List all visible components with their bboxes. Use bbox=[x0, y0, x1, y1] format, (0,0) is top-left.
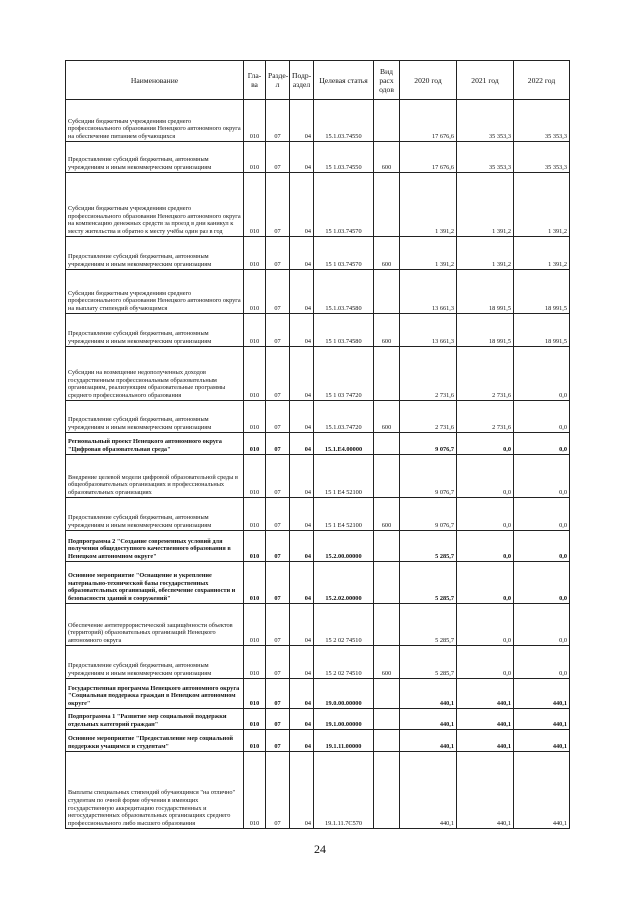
row-vid-cell bbox=[374, 752, 400, 829]
row-2021-cell: 0,0 bbox=[457, 433, 514, 455]
row-2022-cell: 0,0 bbox=[514, 401, 570, 433]
row-razdel-cell: 07 bbox=[266, 433, 290, 455]
row-razdel-cell: 07 bbox=[266, 270, 290, 314]
header-podrazdel: Подраздел bbox=[290, 61, 314, 100]
row-2020-cell: 5 285,7 bbox=[400, 646, 457, 679]
row-podrazdel-cell: 04 bbox=[290, 173, 314, 237]
table-row bbox=[66, 401, 570, 433]
table-row bbox=[66, 730, 570, 752]
row-2021-cell: 0,0 bbox=[457, 562, 514, 604]
header-2022: 2022 год bbox=[514, 61, 570, 100]
row-2022-cell: 0,0 bbox=[514, 498, 570, 531]
row-razdel-cell: 07 bbox=[266, 709, 290, 730]
row-glava-cell: 010 bbox=[244, 531, 266, 562]
row-podrazdel-cell: 04 bbox=[290, 604, 314, 646]
row-2021-cell: 0,0 bbox=[457, 646, 514, 679]
row-target-cell: 19.1.11.7С570 bbox=[314, 752, 374, 829]
row-2021-cell: 0,0 bbox=[457, 531, 514, 562]
row-target-cell: 19.0.00.00000 bbox=[314, 679, 374, 709]
row-2022-cell: 0,0 bbox=[514, 433, 570, 455]
row-name-cell: Предоставление субсидий бюджетным, автономным учреждениям и иным некоммерческим организациям bbox=[66, 314, 244, 347]
row-podrazdel-cell: 04 bbox=[290, 433, 314, 455]
row-razdel-cell: 07 bbox=[266, 455, 290, 498]
row-razdel-cell: 07 bbox=[266, 401, 290, 433]
row-podrazdel-cell: 04 bbox=[290, 679, 314, 709]
table-row bbox=[66, 270, 570, 314]
table-row bbox=[66, 604, 570, 646]
row-2022-cell: 0,0 bbox=[514, 604, 570, 646]
row-razdel-cell: 07 bbox=[266, 142, 290, 173]
row-2022-cell: 440,1 bbox=[514, 730, 570, 752]
table-row bbox=[66, 752, 570, 829]
row-podrazdel-cell: 04 bbox=[290, 498, 314, 531]
row-vid-cell bbox=[374, 562, 400, 604]
row-2020-cell: 440,1 bbox=[400, 679, 457, 709]
row-razdel-cell: 07 bbox=[266, 604, 290, 646]
row-vid-cell bbox=[374, 709, 400, 730]
page-number: 24 bbox=[314, 842, 326, 856]
row-2022-cell: 1 391,2 bbox=[514, 237, 570, 270]
table-row bbox=[66, 646, 570, 679]
row-name-cell: Субсидии бюджетным учреждениям среднего профессионального образования Ненецкого автономного округа на компенсацию денежных средств за проезд в дни каникул к месту жительства и обратно к месту учёбы один раз в год bbox=[66, 173, 244, 237]
row-2020-cell: 1 391,2 bbox=[400, 237, 457, 270]
row-2022-cell: 18 991,5 bbox=[514, 314, 570, 347]
row-glava-cell: 010 bbox=[244, 709, 266, 730]
row-2021-cell: 2 731,6 bbox=[457, 401, 514, 433]
header-glava: Глава bbox=[244, 61, 266, 100]
row-glava-cell: 010 bbox=[244, 237, 266, 270]
row-2022-cell: 0,0 bbox=[514, 531, 570, 562]
row-target-cell: 19.1.11.00000 bbox=[314, 730, 374, 752]
row-2020-cell: 5 285,7 bbox=[400, 562, 457, 604]
row-razdel-cell: 07 bbox=[266, 752, 290, 829]
row-vid-cell: 600 bbox=[374, 401, 400, 433]
row-2021-cell: 440,1 bbox=[457, 709, 514, 730]
row-vid-cell: 600 bbox=[374, 314, 400, 347]
row-glava-cell: 010 bbox=[244, 498, 266, 531]
row-2021-cell: 440,1 bbox=[457, 679, 514, 709]
row-podrazdel-cell: 04 bbox=[290, 646, 314, 679]
row-name-cell: Основное мероприятие "Предоставление мер социальной поддержки учащимся и студентам" bbox=[66, 730, 244, 752]
row-vid-cell bbox=[374, 347, 400, 401]
row-podrazdel-cell: 04 bbox=[290, 730, 314, 752]
row-glava-cell: 010 bbox=[244, 347, 266, 401]
row-razdel-cell: 07 bbox=[266, 347, 290, 401]
row-podrazdel-cell: 04 bbox=[290, 401, 314, 433]
header-razdel: Раздел bbox=[266, 61, 290, 100]
row-razdel-cell: 07 bbox=[266, 100, 290, 142]
table-row bbox=[66, 709, 570, 730]
row-glava-cell: 010 bbox=[244, 455, 266, 498]
row-2020-cell: 9 076,7 bbox=[400, 455, 457, 498]
row-name-cell: Основное мероприятие "Оснащение и укрепление материально-технической базы государственных образовательных организаций, обеспечение сохранности и безопасности зданий и сооружений" bbox=[66, 562, 244, 604]
row-vid-cell bbox=[374, 531, 400, 562]
row-podrazdel-cell: 04 bbox=[290, 709, 314, 730]
row-podrazdel-cell: 04 bbox=[290, 142, 314, 173]
header-target: Целевая статья bbox=[314, 61, 374, 100]
row-podrazdel-cell: 04 bbox=[290, 237, 314, 270]
table-row bbox=[66, 498, 570, 531]
row-vid-cell bbox=[374, 679, 400, 709]
row-glava-cell: 010 bbox=[244, 100, 266, 142]
table-row bbox=[66, 142, 570, 173]
row-glava-cell: 010 bbox=[244, 401, 266, 433]
row-razdel-cell: 07 bbox=[266, 173, 290, 237]
row-glava-cell: 010 bbox=[244, 646, 266, 679]
row-2022-cell: 0,0 bbox=[514, 347, 570, 401]
row-vid-cell bbox=[374, 604, 400, 646]
row-podrazdel-cell: 04 bbox=[290, 562, 314, 604]
row-2022-cell: 440,1 bbox=[514, 679, 570, 709]
row-name-cell: Выплаты специальных стипендий обучающимся "на отлично" студентам по очной форме обучения в имеющих государственную аккредитацию государственных и негосударственных образовательных организациях среднего профессионального либо высшего образования bbox=[66, 752, 244, 829]
row-2020-cell: 440,1 bbox=[400, 709, 457, 730]
row-podrazdel-cell: 04 bbox=[290, 314, 314, 347]
row-razdel-cell: 07 bbox=[266, 646, 290, 679]
table-header-row bbox=[66, 61, 570, 100]
row-2021-cell: 18 991,5 bbox=[457, 314, 514, 347]
row-2022-cell: 0,0 bbox=[514, 562, 570, 604]
table-row bbox=[66, 100, 570, 142]
row-2021-cell: 440,1 bbox=[457, 730, 514, 752]
row-name-cell: Предоставление субсидий бюджетным, автономным учреждениям и иным некоммерческим организациям bbox=[66, 646, 244, 679]
row-vid-cell: 600 bbox=[374, 498, 400, 531]
row-razdel-cell: 07 bbox=[266, 562, 290, 604]
row-target-cell: 15 1.03.74570 bbox=[314, 173, 374, 237]
row-name-cell: Региональный проект Ненецкого автономного округа "Цифровая образовательная среда" bbox=[66, 433, 244, 455]
row-vid-cell bbox=[374, 100, 400, 142]
row-vid-cell bbox=[374, 270, 400, 314]
row-2020-cell: 440,1 bbox=[400, 752, 457, 829]
row-2021-cell: 1 391,2 bbox=[457, 237, 514, 270]
table-body bbox=[66, 100, 570, 829]
row-vid-cell bbox=[374, 455, 400, 498]
header-2021: 2021 год bbox=[457, 61, 514, 100]
row-2020-cell: 9 076,7 bbox=[400, 498, 457, 531]
row-2020-cell: 5 285,7 bbox=[400, 604, 457, 646]
row-podrazdel-cell: 04 bbox=[290, 531, 314, 562]
row-2022-cell: 35 353,3 bbox=[514, 142, 570, 173]
row-vid-cell: 600 bbox=[374, 237, 400, 270]
budget-table-sheet bbox=[65, 60, 569, 829]
row-2020-cell: 1 391,2 bbox=[400, 173, 457, 237]
row-vid-cell: 600 bbox=[374, 646, 400, 679]
row-2022-cell: 0,0 bbox=[514, 646, 570, 679]
table-row bbox=[66, 347, 570, 401]
row-razdel-cell: 07 bbox=[266, 498, 290, 531]
row-target-cell: 15.2.02.00000 bbox=[314, 562, 374, 604]
row-target-cell: 15 1 03 74720 bbox=[314, 347, 374, 401]
row-glava-cell: 010 bbox=[244, 604, 266, 646]
row-2020-cell: 440,1 bbox=[400, 730, 457, 752]
row-2022-cell: 35 353,3 bbox=[514, 100, 570, 142]
row-2021-cell: 440,1 bbox=[457, 752, 514, 829]
row-glava-cell: 010 bbox=[244, 730, 266, 752]
row-2020-cell: 17 676,6 bbox=[400, 100, 457, 142]
row-vid-cell: 600 bbox=[374, 142, 400, 173]
row-2021-cell: 35 353,3 bbox=[457, 100, 514, 142]
row-name-cell: Внедрение целевой модели цифровой образовательной среды в общеобразовательных организациях и профессиональных образовательных организациях bbox=[66, 455, 244, 498]
row-glava-cell: 010 bbox=[244, 433, 266, 455]
row-name-cell: Предоставление субсидий бюджетным, автономным учреждениям и иным некоммерческим организациям bbox=[66, 401, 244, 433]
row-2020-cell: 13 661,3 bbox=[400, 314, 457, 347]
row-target-cell: 15.1.03.74580 bbox=[314, 270, 374, 314]
row-2022-cell: 1 391,2 bbox=[514, 173, 570, 237]
row-razdel-cell: 07 bbox=[266, 237, 290, 270]
row-2020-cell: 13 661,3 bbox=[400, 270, 457, 314]
row-name-cell: Государственная программа Ненецкого автономного округа "Социальная поддержка граждан в Ненецком автономном округе" bbox=[66, 679, 244, 709]
row-2021-cell: 1 391,2 bbox=[457, 173, 514, 237]
row-podrazdel-cell: 04 bbox=[290, 100, 314, 142]
table-row bbox=[66, 237, 570, 270]
row-glava-cell: 010 bbox=[244, 314, 266, 347]
row-podrazdel-cell: 04 bbox=[290, 270, 314, 314]
row-glava-cell: 010 bbox=[244, 173, 266, 237]
row-2022-cell: 18 991,5 bbox=[514, 270, 570, 314]
row-name-cell: Подпрограмма 1 "Развитие мер социальной поддержки отдельных категорий граждан" bbox=[66, 709, 244, 730]
row-target-cell: 15.2.00.00000 bbox=[314, 531, 374, 562]
table-row bbox=[66, 679, 570, 709]
table-row bbox=[66, 173, 570, 237]
row-name-cell: Субсидии бюджетным учреждениям среднего профессионального образования Ненецкого автономного округа на обеспечение питанием обучающихся bbox=[66, 100, 244, 142]
row-2021-cell: 18 991,5 bbox=[457, 270, 514, 314]
row-2021-cell: 0,0 bbox=[457, 604, 514, 646]
row-name-cell: Обеспечение антитеррористической защищённости объектов (территорий) образовательных организаций Ненецкого автономного округа bbox=[66, 604, 244, 646]
table-row bbox=[66, 433, 570, 455]
row-2021-cell: 0,0 bbox=[457, 455, 514, 498]
row-2020-cell: 17 676,6 bbox=[400, 142, 457, 173]
budget-table bbox=[65, 60, 570, 829]
row-2021-cell: 0,0 bbox=[457, 498, 514, 531]
row-2022-cell: 440,1 bbox=[514, 709, 570, 730]
table-row bbox=[66, 314, 570, 347]
row-razdel-cell: 07 bbox=[266, 531, 290, 562]
row-vid-cell bbox=[374, 730, 400, 752]
row-podrazdel-cell: 04 bbox=[290, 752, 314, 829]
header-2020: 2020 год bbox=[400, 61, 457, 100]
row-glava-cell: 010 bbox=[244, 679, 266, 709]
row-name-cell: Предоставление субсидий бюджетным, автономным учреждениям и иным некоммерческим организациям bbox=[66, 498, 244, 531]
row-target-cell: 15 1 Е4 52100 bbox=[314, 498, 374, 531]
row-name-cell: Субсидии бюджетным учреждениям среднего профессионального образования Ненецкого автономного округа на выплату стипендий обучающимся bbox=[66, 270, 244, 314]
header-name: Наименование bbox=[66, 61, 244, 100]
row-razdel-cell: 07 bbox=[266, 314, 290, 347]
row-target-cell: 15 1 03.74570 bbox=[314, 237, 374, 270]
row-2021-cell: 2 731,6 bbox=[457, 347, 514, 401]
table-row bbox=[66, 562, 570, 604]
row-vid-cell bbox=[374, 433, 400, 455]
row-target-cell: 15 1 Е4 52100 bbox=[314, 455, 374, 498]
row-target-cell: 15 2 02 74510 bbox=[314, 646, 374, 679]
header-vid: Вид расх одов bbox=[374, 61, 400, 100]
row-target-cell: 19.1.00.00000 bbox=[314, 709, 374, 730]
row-2020-cell: 5 285,7 bbox=[400, 531, 457, 562]
row-2020-cell: 9 076,7 bbox=[400, 433, 457, 455]
row-podrazdel-cell: 04 bbox=[290, 455, 314, 498]
row-name-cell: Предоставление субсидий бюджетным, автономным учреждениям и иным некоммерческим организациям bbox=[66, 237, 244, 270]
row-razdel-cell: 07 bbox=[266, 679, 290, 709]
row-target-cell: 15 2 02 74510 bbox=[314, 604, 374, 646]
row-vid-cell bbox=[374, 173, 400, 237]
row-target-cell: 15 1.03.74550 bbox=[314, 142, 374, 173]
row-2022-cell: 440,1 bbox=[514, 752, 570, 829]
row-podrazdel-cell: 04 bbox=[290, 347, 314, 401]
row-2021-cell: 35 353,3 bbox=[457, 142, 514, 173]
row-glava-cell: 010 bbox=[244, 142, 266, 173]
row-target-cell: 15.1.03.74720 bbox=[314, 401, 374, 433]
row-glava-cell: 010 bbox=[244, 752, 266, 829]
table-row bbox=[66, 455, 570, 498]
row-2020-cell: 2 731,6 bbox=[400, 347, 457, 401]
row-razdel-cell: 07 bbox=[266, 730, 290, 752]
table-row bbox=[66, 531, 570, 562]
row-target-cell: 15.1.03.74550 bbox=[314, 100, 374, 142]
row-name-cell: Подпрограмма 2 "Создание современных условий для получения общедоступного качественного образования в Ненецком автономном округе" bbox=[66, 531, 244, 562]
row-glava-cell: 010 bbox=[244, 562, 266, 604]
row-2020-cell: 2 731,6 bbox=[400, 401, 457, 433]
row-target-cell: 15.1.Е4.00000 bbox=[314, 433, 374, 455]
row-2022-cell: 0,0 bbox=[514, 455, 570, 498]
row-name-cell: Предоставление субсидий бюджетным, автономным учреждениям и иным некоммерческим организациям bbox=[66, 142, 244, 173]
row-glava-cell: 010 bbox=[244, 270, 266, 314]
row-name-cell: Субсидии на возмещение недополученных доходов государственным профессиональным образовательным организациям, реализующим образовательные программы среднего профессионального образования bbox=[66, 347, 244, 401]
row-target-cell: 15 1 03.74580 bbox=[314, 314, 374, 347]
